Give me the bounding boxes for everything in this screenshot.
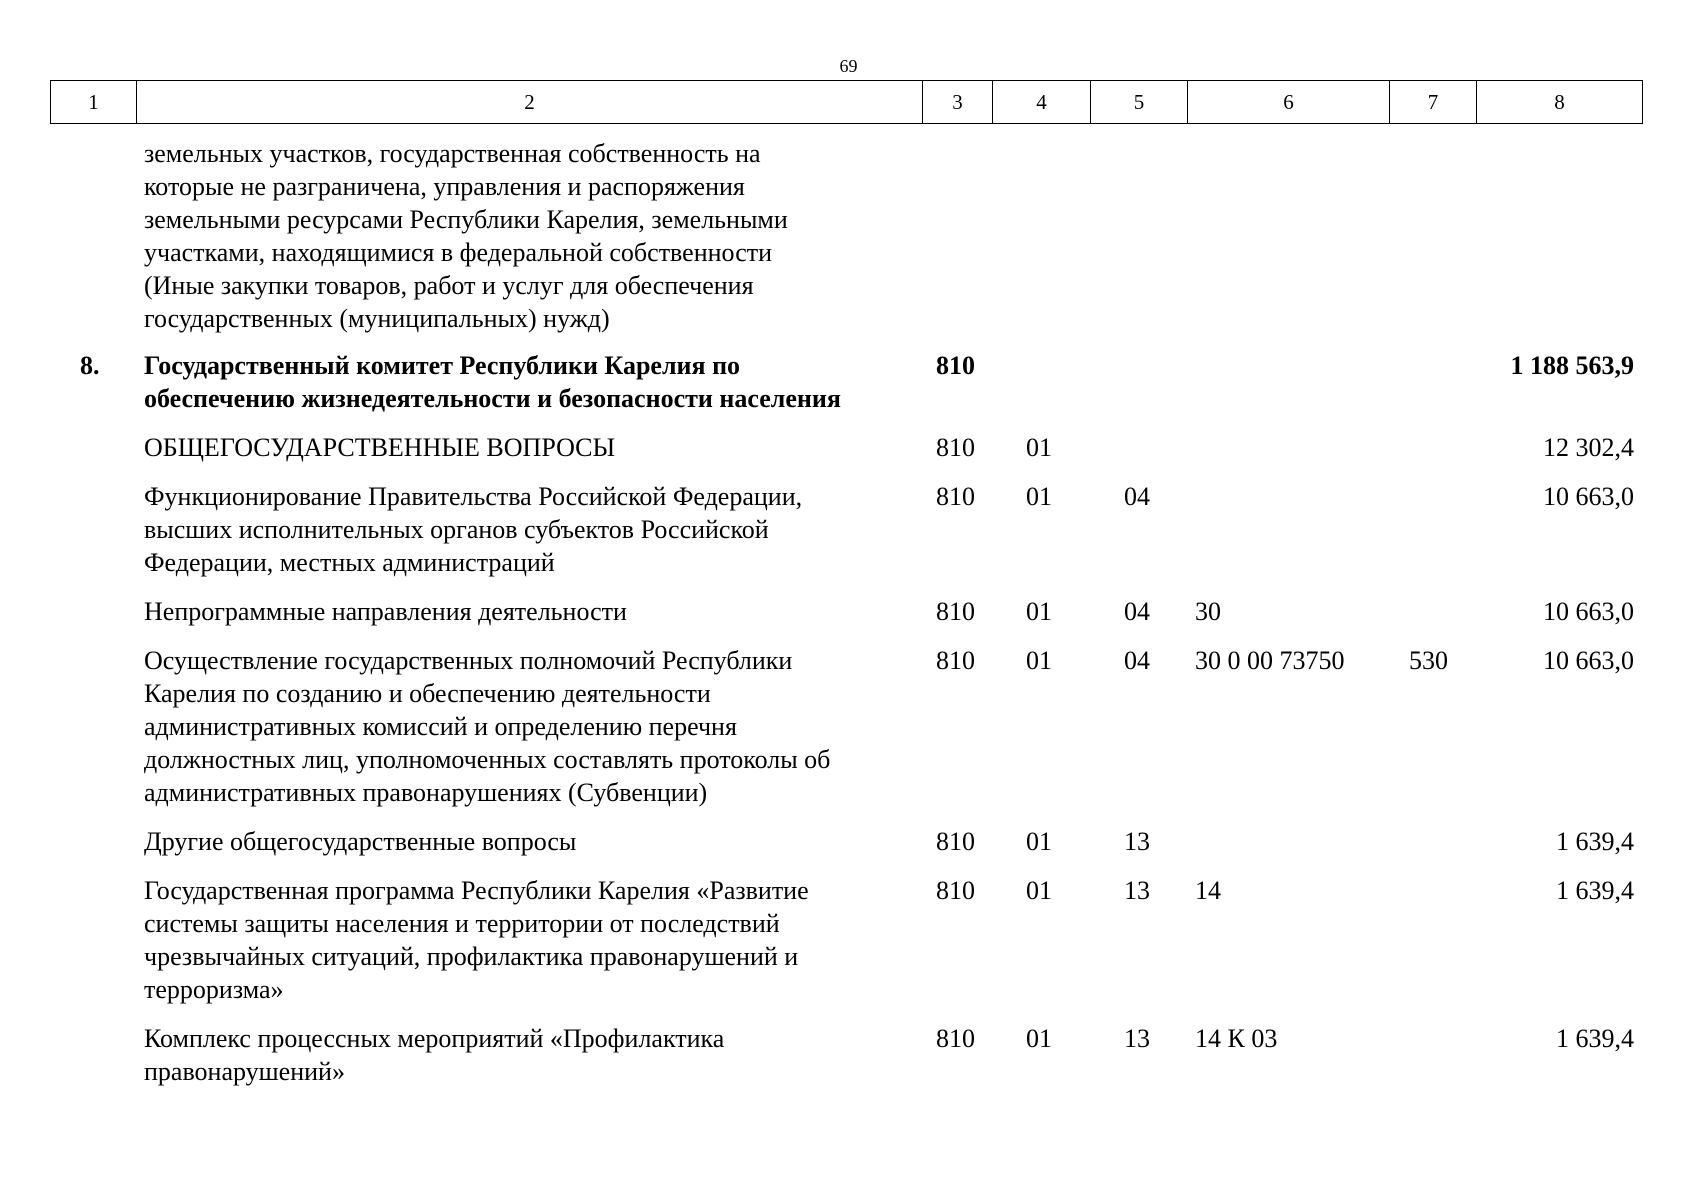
- amount: 10 663,0: [1543, 482, 1634, 511]
- amount: 12 302,4: [1543, 433, 1634, 462]
- table-row: [50, 644, 1642, 809]
- amount: 1 639,4: [1556, 827, 1634, 856]
- column-header-table: [50, 80, 1643, 124]
- description-line: терроризма»: [144, 975, 284, 1004]
- row-number: [50, 1022, 136, 1088]
- subsection-code: 04: [1124, 597, 1150, 626]
- row-number: [50, 595, 136, 628]
- expense-type-code: [1389, 874, 1476, 1006]
- ministry-code: [922, 137, 992, 335]
- row-number: [50, 874, 136, 1006]
- table-row: [50, 137, 1642, 335]
- amount: 10 663,0: [1543, 597, 1634, 626]
- column-header-8: 8: [1477, 81, 1643, 124]
- description-line: Функционирование Правительства Российской Федерации,: [144, 482, 803, 511]
- amount: 1 639,4: [1556, 876, 1634, 905]
- table-row: [50, 595, 1642, 628]
- row-description: [136, 644, 922, 809]
- table-row: [50, 480, 1642, 579]
- section-code: 01: [1026, 646, 1052, 675]
- description-line: Государственный комитет Республики Карелия по: [144, 351, 741, 380]
- row-description: [136, 480, 922, 579]
- target-article-code: 14 К 03: [1195, 1024, 1278, 1053]
- column-header-1: 1: [51, 81, 137, 124]
- row-number: [50, 644, 136, 809]
- description-line: обеспечению жизнедеятельности и безопасности населения: [144, 384, 841, 413]
- description-line: административных правонарушениях (Субвенции): [144, 778, 708, 807]
- target-article-code: [1187, 480, 1389, 579]
- ministry-code: 810: [936, 482, 975, 511]
- amount: [1476, 137, 1642, 335]
- description-line: государственных (муниципальных) нужд): [144, 304, 610, 333]
- column-header-2: 2: [137, 81, 923, 124]
- target-article-code: [1187, 137, 1389, 335]
- amount: 1 188 563,9: [1510, 351, 1634, 380]
- ministry-code: 810: [936, 876, 975, 905]
- column-header-4: 4: [993, 81, 1091, 124]
- row-description: [136, 431, 922, 464]
- expense-type-code: 530: [1409, 646, 1448, 675]
- target-article-code: [1187, 431, 1389, 464]
- description-line: Осуществление государственных полномочий Республики: [144, 646, 793, 675]
- subsection-code: 13: [1124, 876, 1150, 905]
- section-code: [992, 137, 1090, 335]
- subsection-code: 04: [1124, 646, 1150, 675]
- row-description: [136, 874, 922, 1006]
- target-article-code: 30 0 00 73750: [1195, 646, 1345, 675]
- row-number: [50, 825, 136, 858]
- section-code: [992, 349, 1090, 415]
- ministry-code: 810: [936, 1024, 975, 1053]
- column-header-5: 5: [1091, 81, 1188, 124]
- subsection-code: [1090, 349, 1187, 415]
- description-line: Непрограммные направления деятельности: [144, 597, 627, 626]
- description-line: Карелия по созданию и обеспечению деятельности: [144, 679, 711, 708]
- description-line: системы защиты населения и территории от последствий: [144, 909, 780, 938]
- description-line: правонарушений»: [144, 1057, 345, 1086]
- subsection-code: [1090, 431, 1187, 464]
- description-line: Другие общегосударственные вопросы: [144, 827, 577, 856]
- expense-type-code: [1389, 431, 1476, 464]
- row-description: [136, 825, 922, 858]
- subsection-code: 13: [1124, 1024, 1150, 1053]
- description-line: земельных участков, государственная собственность на: [144, 139, 761, 168]
- budget-table-body: [50, 137, 1642, 1104]
- expense-type-code: [1389, 480, 1476, 579]
- description-line: участками, находящимися в федеральной собственности: [144, 238, 773, 267]
- ministry-code: 810: [936, 827, 975, 856]
- expense-type-code: [1389, 1022, 1476, 1088]
- column-header-7: 7: [1390, 81, 1477, 124]
- target-article-code: 30: [1195, 597, 1221, 626]
- description-line: которые не разграничена, управления и распоряжения: [144, 172, 745, 201]
- section-code: 01: [1026, 1024, 1052, 1053]
- table-row: [50, 874, 1642, 1006]
- row-description: [136, 1022, 922, 1088]
- table-row: [50, 349, 1642, 415]
- description-line: должностных лиц, уполномоченных составлять протоколы об: [144, 745, 831, 774]
- column-header-6: 6: [1188, 81, 1390, 124]
- target-article-code: [1187, 349, 1389, 415]
- subsection-code: [1090, 137, 1187, 335]
- section-code: 01: [1026, 482, 1052, 511]
- ministry-code: 810: [936, 351, 975, 380]
- target-article-code: 14: [1195, 876, 1221, 905]
- section-code: 01: [1026, 597, 1052, 626]
- row-number: 8.: [80, 351, 100, 380]
- description-line: чрезвычайных ситуаций, профилактика правонарушений и: [144, 942, 799, 971]
- section-code: 01: [1026, 433, 1052, 462]
- section-code: 01: [1026, 827, 1052, 856]
- description-line: Государственная программа Республики Карелия «Развитие: [144, 876, 809, 905]
- row-number: [50, 431, 136, 464]
- subsection-code: 13: [1124, 827, 1150, 856]
- target-article-code: [1187, 825, 1389, 858]
- row-number: [50, 480, 136, 579]
- row-description: [136, 137, 922, 335]
- expense-type-code: [1389, 825, 1476, 858]
- expense-type-code: [1389, 595, 1476, 628]
- description-line: земельными ресурсами Республики Карелия, земельными: [144, 205, 788, 234]
- table-row: [50, 431, 1642, 464]
- row-description: [136, 349, 922, 415]
- amount: 1 639,4: [1556, 1024, 1634, 1053]
- description-line: Федерации, местных администраций: [144, 548, 555, 577]
- description-line: Комплекс процессных мероприятий «Профилактика: [144, 1024, 725, 1053]
- subsection-code: 04: [1124, 482, 1150, 511]
- page-number: 69: [839, 56, 858, 76]
- row-number: [50, 137, 136, 335]
- description-line: ОБЩЕГОСУДАРСТВЕННЫЕ ВОПРОСЫ: [144, 433, 616, 462]
- ministry-code: 810: [936, 597, 975, 626]
- table-row: [50, 1022, 1642, 1088]
- ministry-code: 810: [936, 433, 975, 462]
- row-description: [136, 595, 922, 628]
- column-header-row: [51, 81, 1643, 124]
- ministry-code: 810: [936, 646, 975, 675]
- amount: 10 663,0: [1543, 646, 1634, 675]
- description-line: административных комиссий и определению перечня: [144, 712, 737, 741]
- description-line: высших исполнительных органов субъектов Российской: [144, 515, 769, 544]
- description-line: (Иные закупки товаров, работ и услуг для обеспечения: [144, 271, 754, 300]
- column-header-3: 3: [923, 81, 993, 124]
- expense-type-code: [1389, 349, 1476, 415]
- section-code: 01: [1026, 876, 1052, 905]
- table-row: [50, 825, 1642, 858]
- expense-type-code: [1389, 137, 1476, 335]
